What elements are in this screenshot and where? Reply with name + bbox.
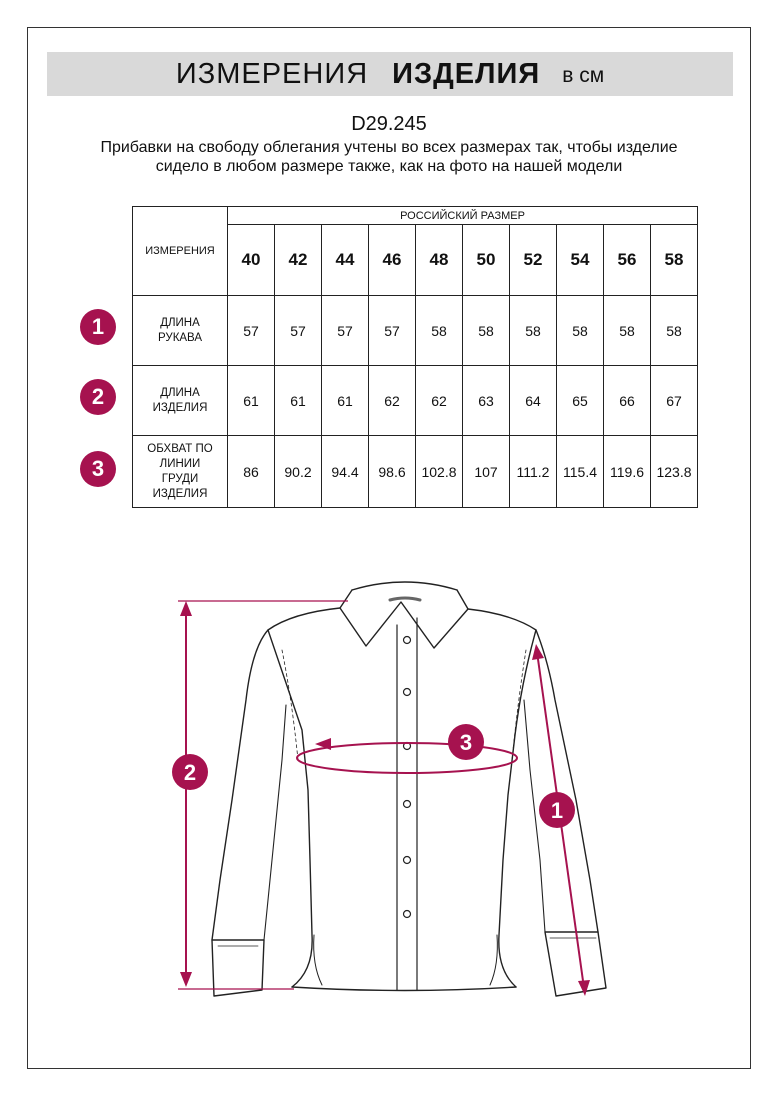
table-cell: 61	[275, 366, 322, 436]
table-cell: 111.2	[510, 436, 557, 508]
table-cell: 58	[416, 296, 463, 366]
table-cell: 64	[510, 366, 557, 436]
table-cell: 115.4	[557, 436, 604, 508]
table-cell: 119.6	[604, 436, 651, 508]
fit-note: Прибавки на свободу облегания учтены во всех размерах так, чтобы изделие сидело в любом размере также, как на фото на нашей модели	[100, 139, 678, 175]
size-header-cell: 46	[369, 225, 416, 296]
diagram-badge-length	[172, 754, 208, 790]
table-cell: 58	[604, 296, 651, 366]
table-cell: 102.8	[416, 436, 463, 508]
table-cell: 107	[463, 436, 510, 508]
table-cell: 58	[463, 296, 510, 366]
size-header-cell: 58	[651, 225, 698, 296]
diagram-badge-chest	[448, 724, 484, 760]
title-light: ИЗМЕРЕНИЯ	[175, 57, 369, 90]
shirt-left-side	[268, 630, 312, 987]
svg-text:3: 3	[459, 730, 473, 755]
size-header-cell: 48	[416, 225, 463, 296]
table-cell: 98.6	[369, 436, 416, 508]
diagram-badge-sleeve	[539, 792, 575, 828]
table-cell: 86	[228, 436, 275, 508]
size-group-label: РОССИЙСКИЙ РАЗМЕР	[228, 207, 698, 225]
size-header-cell: 44	[322, 225, 369, 296]
table-cell: 61	[322, 366, 369, 436]
shirt-right-side	[499, 630, 536, 987]
right-cuff	[545, 932, 606, 996]
sleeve-arrow-head-bottom	[578, 980, 590, 996]
length-arrow-head-bottom	[180, 972, 192, 987]
table-cell: 57	[369, 296, 416, 366]
table-cell: 66	[604, 366, 651, 436]
table-cell: 62	[369, 366, 416, 436]
table-cell: 67	[651, 366, 698, 436]
shirt-hem	[292, 987, 516, 991]
table-cell: 58	[651, 296, 698, 366]
shirt-button	[404, 637, 411, 644]
size-header-cell: 54	[557, 225, 604, 296]
shirt-button	[404, 857, 411, 864]
shirt-button	[404, 801, 411, 808]
collar-back-outline	[352, 582, 457, 590]
length-arrow-head-top	[180, 601, 192, 616]
size-header-cell: 40	[228, 225, 275, 296]
row-label: ДЛИНА ИЗДЕЛИЯ	[133, 366, 228, 436]
table-cell: 65	[557, 366, 604, 436]
size-header-cell: 52	[510, 225, 557, 296]
product-code: D29.245	[351, 113, 427, 135]
svg-text:2: 2	[183, 760, 197, 785]
table-cell: 57	[275, 296, 322, 366]
left-cuff	[212, 940, 264, 996]
title-unit: в см	[562, 64, 605, 87]
row-badge: 2	[80, 379, 116, 415]
table-cell: 94.4	[322, 436, 369, 508]
row-label: ДЛИНА РУКАВА	[133, 296, 228, 366]
table-cell: 63	[463, 366, 510, 436]
svg-text:1: 1	[550, 798, 564, 823]
table-cell: 58	[510, 296, 557, 366]
shirt-left-sleeve-outer	[212, 608, 340, 940]
row-label: ОБХВАТ ПО ЛИНИИ ГРУДИ ИЗДЕЛИЯ	[133, 436, 228, 508]
size-header-cell: 56	[604, 225, 651, 296]
table-cell: 57	[228, 296, 275, 366]
table-corner-label: ИЗМЕРЕНИЯ	[133, 207, 228, 296]
table-cell: 62	[416, 366, 463, 436]
table-cell: 123.8	[651, 436, 698, 508]
table-cell: 61	[228, 366, 275, 436]
size-header-cell: 50	[463, 225, 510, 296]
shirt-button	[404, 689, 411, 696]
shirt-button	[404, 911, 411, 918]
row-badge: 3	[80, 451, 116, 487]
table-cell: 90.2	[275, 436, 322, 508]
size-header-cell: 42	[275, 225, 322, 296]
row-badge: 1	[80, 309, 116, 345]
table-cell: 57	[322, 296, 369, 366]
table-cell: 58	[557, 296, 604, 366]
title-bold: ИЗДЕЛИЯ	[392, 57, 541, 90]
